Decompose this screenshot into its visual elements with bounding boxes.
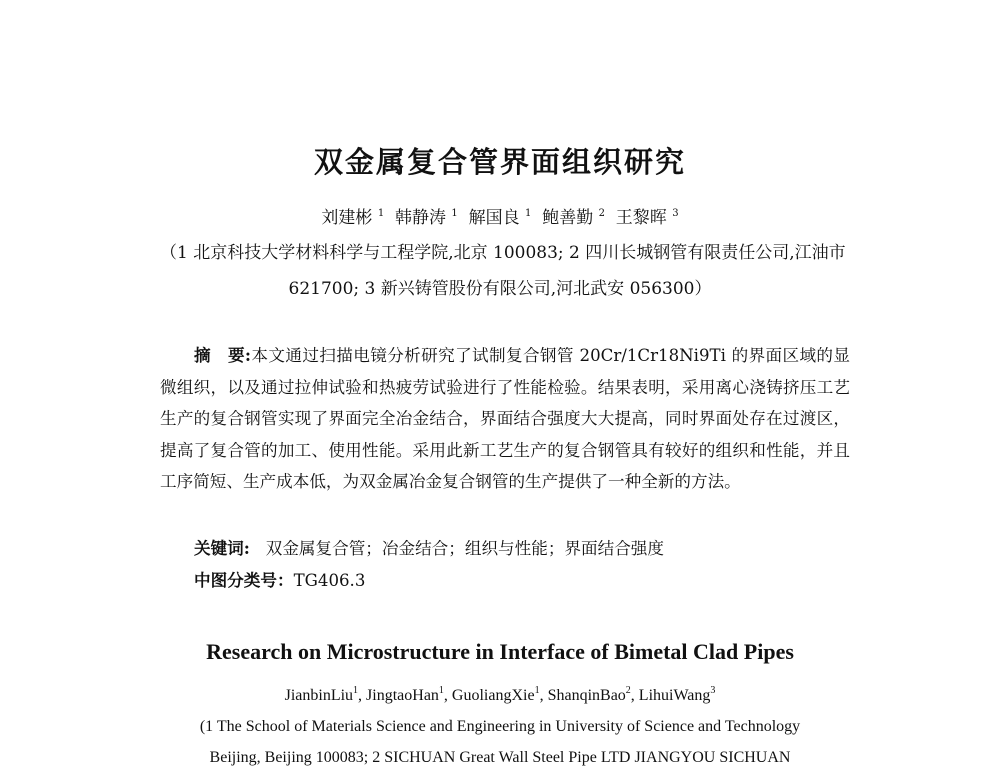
author-name: 刘建彬 xyxy=(321,208,373,228)
author-name: 韩静涛 xyxy=(395,208,447,228)
author-name: 解国良 xyxy=(468,208,520,228)
author-name: JingtaoHan xyxy=(366,687,439,704)
classification-number xyxy=(194,567,365,591)
author-affiliation-mark: 1 xyxy=(353,685,359,696)
author-affiliation-mark: 2 xyxy=(625,685,631,696)
author-affiliation-mark: 1 xyxy=(525,208,532,219)
keywords-label: 关键词: xyxy=(194,538,250,558)
author-affiliation-mark: 3 xyxy=(672,208,679,219)
author-name: GuoliangXie xyxy=(451,687,535,704)
author-affiliation-mark: 1 xyxy=(377,208,385,219)
author-name: 王黎晖 xyxy=(615,208,667,228)
author-name: ShanqinBao xyxy=(547,687,626,704)
abstract-chinese xyxy=(160,340,850,498)
author-name: 鲍善勤 xyxy=(542,208,594,228)
authors-chinese xyxy=(0,203,1000,228)
affiliation-chinese-line-1: （1 北京科技大学材料科学与工程学院,北京 100083; 2 四川长城钢管有限责任公司,江油市 xyxy=(160,243,846,263)
author-affiliation-mark: 1 xyxy=(451,208,458,219)
affiliation-english-line-1: (1 The School of Materials Science and Engineering in University of Science and Technology xyxy=(199,718,801,735)
abstract-text: 本文通过扫描电镜分析研究了试制复合钢管 20Cr/1Cr18Ni9Ti 的界面区域的显微组织，以及通过拉伸试验和热疲劳试验进行了性能检验。结果表明，采用离心浇铸挤压工艺生产的复合钢管实现了界面完全冶金结合，界面结合强度大大提高，同时界面处存在过渡区，提高了复合管的加工、使用性能。采用此新工艺生产的复合钢管具有较好的组织和性能，并且工序简短、生产成本低，为双金属冶金复合钢管的生产提供了一种全新的方法。 xyxy=(160,346,850,492)
abstract-label: 摘 要: xyxy=(194,345,252,365)
affiliation-english-line-2: Beijing, Beijing 100083; 2 SICHUAN Great Wall Steel Pipe LTD JIANGYOU SICHUAN xyxy=(209,749,791,766)
classification-value: TG406.3 xyxy=(293,571,366,590)
author-affiliation-mark: 3 xyxy=(710,685,716,696)
keywords-chinese xyxy=(194,535,664,559)
title-chinese: 双金属复合管界面组织研究 xyxy=(313,145,686,179)
classification-label: 中图分类号： xyxy=(194,570,294,590)
author-affiliation-mark: 1 xyxy=(534,685,540,696)
authors-english: JianbinLiu$^1$, JingtaoHan$^1$, GuoliangXie$^1$, ShanqinBao$^2$, LihuiWang$^3$ xyxy=(284,685,716,704)
keywords-text: 双金属复合管；冶金结合；组织与性能；界面结合强度 xyxy=(265,539,664,558)
author-affiliation-mark: 1 xyxy=(438,685,444,696)
author-name: JianbinLiu xyxy=(284,687,354,704)
author-name: LihuiWang xyxy=(638,687,711,704)
title-english: Research on Microstructure in Interface of Bimetal Clad Pipes xyxy=(206,639,794,664)
author-affiliation-mark: 2 xyxy=(598,208,605,219)
affiliation-chinese-line-2: 621700; 3 新兴铸管股份有限公司,河北武安 056300） xyxy=(288,279,712,299)
